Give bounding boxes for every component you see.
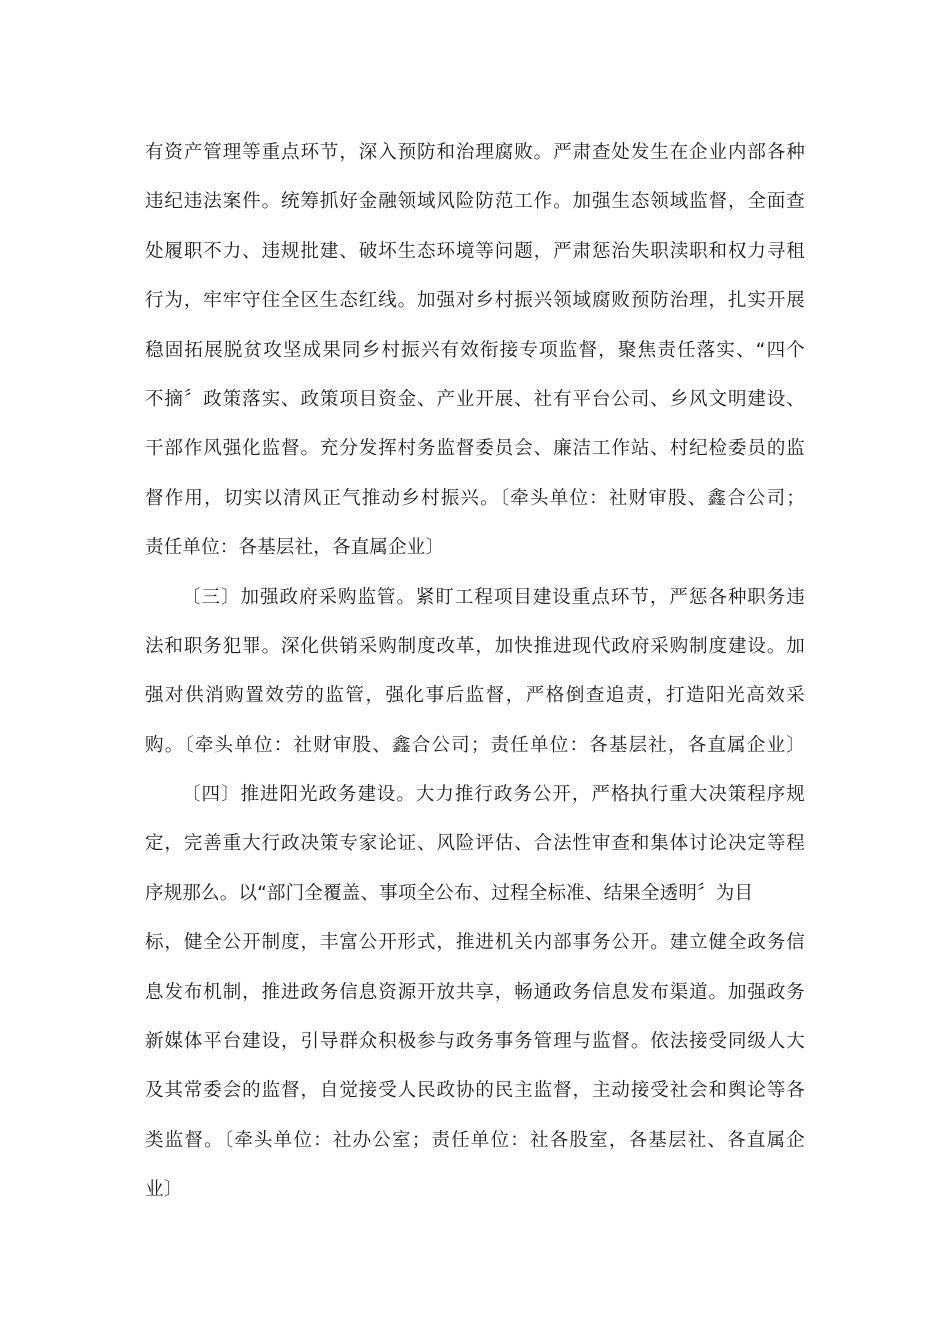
text-line: 行为，牢牢守住全区生态红线。加强对乡村振兴领域腐败预防治理，扎实开展 — [145, 290, 805, 312]
text-line: 息发布机制，推进政务信息资源开放共享，畅通政务信息发布渠道。加强政务 — [145, 981, 805, 1003]
text-line: 业〕 — [145, 1179, 183, 1201]
text-line: 干部作风强化监督。充分发挥村务监督委员会、廉洁工作站、村纪检委员的监 — [145, 438, 805, 460]
text-line: 标，健全公开制度，丰富公开形式，推进机关内部事务公开。建立健全政务信 — [145, 932, 805, 954]
text-line: 及其常委会的监督，自觉接受人民政协的民主监督，主动接受社会和舆论等各 — [145, 1080, 805, 1102]
text-line: 有资产管理等重点环节，深入预防和治理腐败。严肃查处发生在企业内部各种 — [145, 142, 805, 163]
text-line: 不摘〞政策落实、政策项目资金、产业开展、社有平台公司、乡风文明建设、 — [145, 388, 805, 410]
paragraph-1 — [145, 128, 805, 573]
text-line: 督作用，切实以清风正气推动乡村振兴。〔牵头单位：社财审股、鑫合公司； — [145, 487, 805, 509]
text-line: 违纪违法案件。统筹抓好金融领域风险防范工作。加强生态领域监督，全面查 — [145, 191, 805, 213]
paragraph-3 — [145, 770, 805, 1215]
text-line: 责任单位：各基层社，各直属企业〕 — [145, 537, 445, 559]
text-line: 新媒体平台建设，引导群众积极参与政务事务管理与监督。依法接受同级人大 — [145, 1031, 805, 1053]
document-body — [145, 128, 805, 1215]
text-line: 序规那么。以“部门全覆盖、事项全公布、过程全标准、结果全透明〞为目 — [145, 882, 754, 904]
text-line: 稳固拓展脱贫攻坚成果同乡村振兴有效衔接专项监督，聚焦责任落实、“四个 — [145, 339, 805, 361]
text-line: 定，完善重大行政决策专家论证、风险评估、合法性审查和集体讨论决定等程 — [145, 833, 805, 855]
paragraph-2 — [145, 573, 805, 771]
text-line: 强对供消购置效劳的监管，强化事后监督，严格倒查追责，打造阳光高效采 — [145, 685, 805, 707]
text-line: 〔四〕推进阳光政务建设。大力推行政务公开，严格执行重大决策程序规 — [182, 784, 805, 806]
text-line: 购。〔牵头单位：社财审股、鑫合公司；责任单位：各基层社，各直属企业〕 — [145, 734, 805, 756]
text-line: 处履职不力、违规批建、破坏生态环境等问题，严肃惩治失职渎职和权力寻租 — [145, 240, 805, 262]
text-line: 类监督。〔牵头单位：社办公室；责任单位：社各股室，各基层社、各直属企 — [145, 1129, 805, 1151]
text-line: 〔三〕加强政府采购监管。紧盯工程项目建设重点环节，严惩各种职务违 — [182, 586, 805, 608]
text-line: 法和职务犯罪。深化供销采购制度改革，加快推进现代政府采购制度建设。加 — [145, 635, 805, 657]
